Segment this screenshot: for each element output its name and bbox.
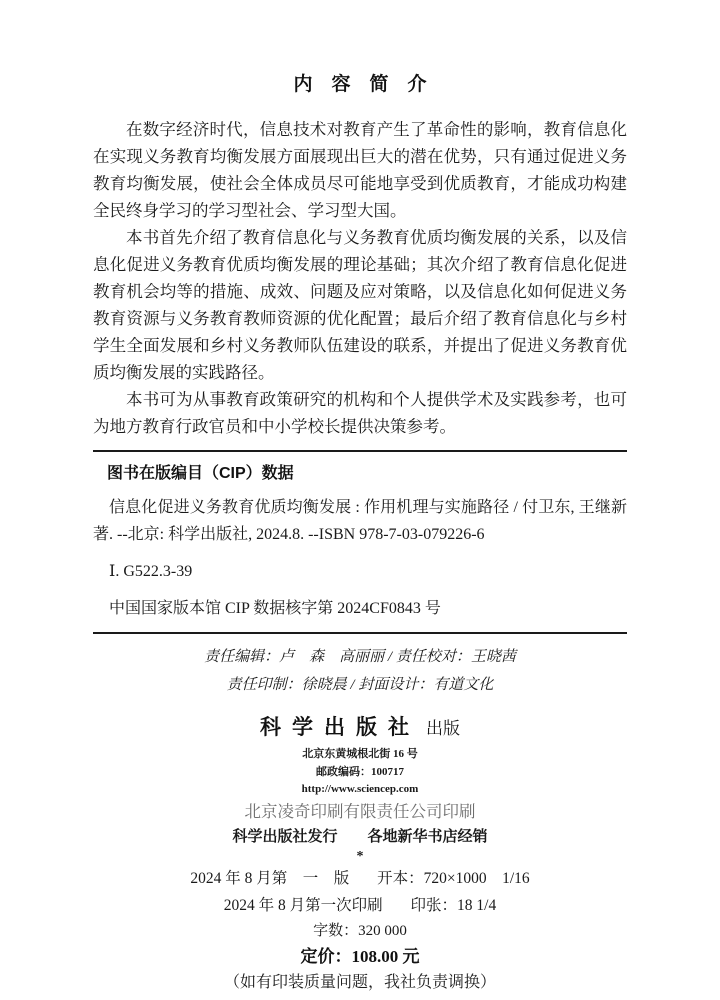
- printer-line: 北京凌奇印刷有限责任公司印刷: [244, 801, 476, 821]
- cip-record: 信息化促进义务教育优质均衡发展 : 作用机理与实施路径 / 付卫东, 王继新著. --北京: 科学出版社, 2024.8. --ISBN 978-7-03-079226-6: [93, 499, 627, 543]
- publisher-address: 北京东黄城根北街 16 号: [302, 748, 418, 760]
- staff-printing-design-line: 责任印制：徐晓晨 / 封面设计：有道文化: [226, 677, 494, 693]
- publisher-line: [93, 714, 627, 743]
- printing-text: 2024 年 8 月第一次印刷: [223, 896, 383, 914]
- cip-heading: 图书在版编目（CIP）数据: [107, 465, 294, 482]
- cip-registration-number: 中国国家版本馆 CIP 数据核字第 2024CF0843 号: [109, 600, 441, 617]
- page-content: [93, 0, 627, 995]
- intro-paragraph-2: 本书首先介绍了教育信息化与义务教育优质均衡发展的关系，以及信息化促进义务教育优质均衡发展的理论基础；其次介绍了教育信息化促进教育机会均等的措施、成效、问题及应对策略，以及信息化如何促进义务教育资源与义务教育教师资源的优化配置；最后介绍了教育信息化与乡村学生全面发展和乡村义务教师队伍建设的联系，并提出了促进义务教育优质均衡发展的实践路径。: [93, 228, 627, 382]
- colophon: [93, 714, 627, 995]
- cip-block: [93, 463, 627, 620]
- publisher-logo-text: 科学出版社: [260, 715, 420, 739]
- separator-asterisk: *: [356, 848, 364, 864]
- edition-format-line: [93, 865, 627, 892]
- staff-credits: [93, 643, 627, 699]
- intro-paragraph-3: 本书可为从事教育政策研究的机构和个人提供学术及实践参考，也可为地方教育行政官员和中小学校长提供决策参考。: [93, 390, 627, 436]
- staff-editors-line: 责任编辑：卢 森 高丽丽 / 责任校对：王晓茜: [204, 649, 516, 665]
- publisher-website: http://www.sciencep.com: [301, 783, 419, 795]
- publisher-suffix: 出版: [426, 719, 460, 738]
- exchange-notice: （如有印装质量问题，我社负责调换）: [223, 973, 496, 991]
- divider-bottom: [93, 632, 627, 634]
- edition-text: 2024 年 8 月第 一 版: [190, 869, 350, 887]
- intro-paragraph-1: 在数字经济时代，信息技术对教育产生了革命性的影响，教育信息化在实现义务教育均衡发展方面展现出巨大的潜在优势，只有通过促进义务教育均衡发展，使社会全体成员尽可能地享受到优质教育，才能成功构建全民终身学习的学习型社会、学习型大国。: [93, 120, 627, 220]
- word-count: 字数：320 000: [313, 922, 407, 939]
- price: 定价：108.00 元: [300, 946, 420, 966]
- format-text: 开本：720×1000 1/16: [377, 869, 530, 887]
- printing-sheets-line: [93, 892, 627, 919]
- distribution-line: 科学出版社发行 各地新华书店经销: [232, 828, 488, 845]
- divider-top: [93, 450, 627, 452]
- cip-classification: Ⅰ. G522.3-39: [109, 563, 193, 580]
- page-title: 内 容 简 介: [293, 74, 427, 95]
- publisher-postcode: 邮政编码：100717: [316, 765, 404, 778]
- sheets-text: 印张：18 1/4: [410, 896, 497, 914]
